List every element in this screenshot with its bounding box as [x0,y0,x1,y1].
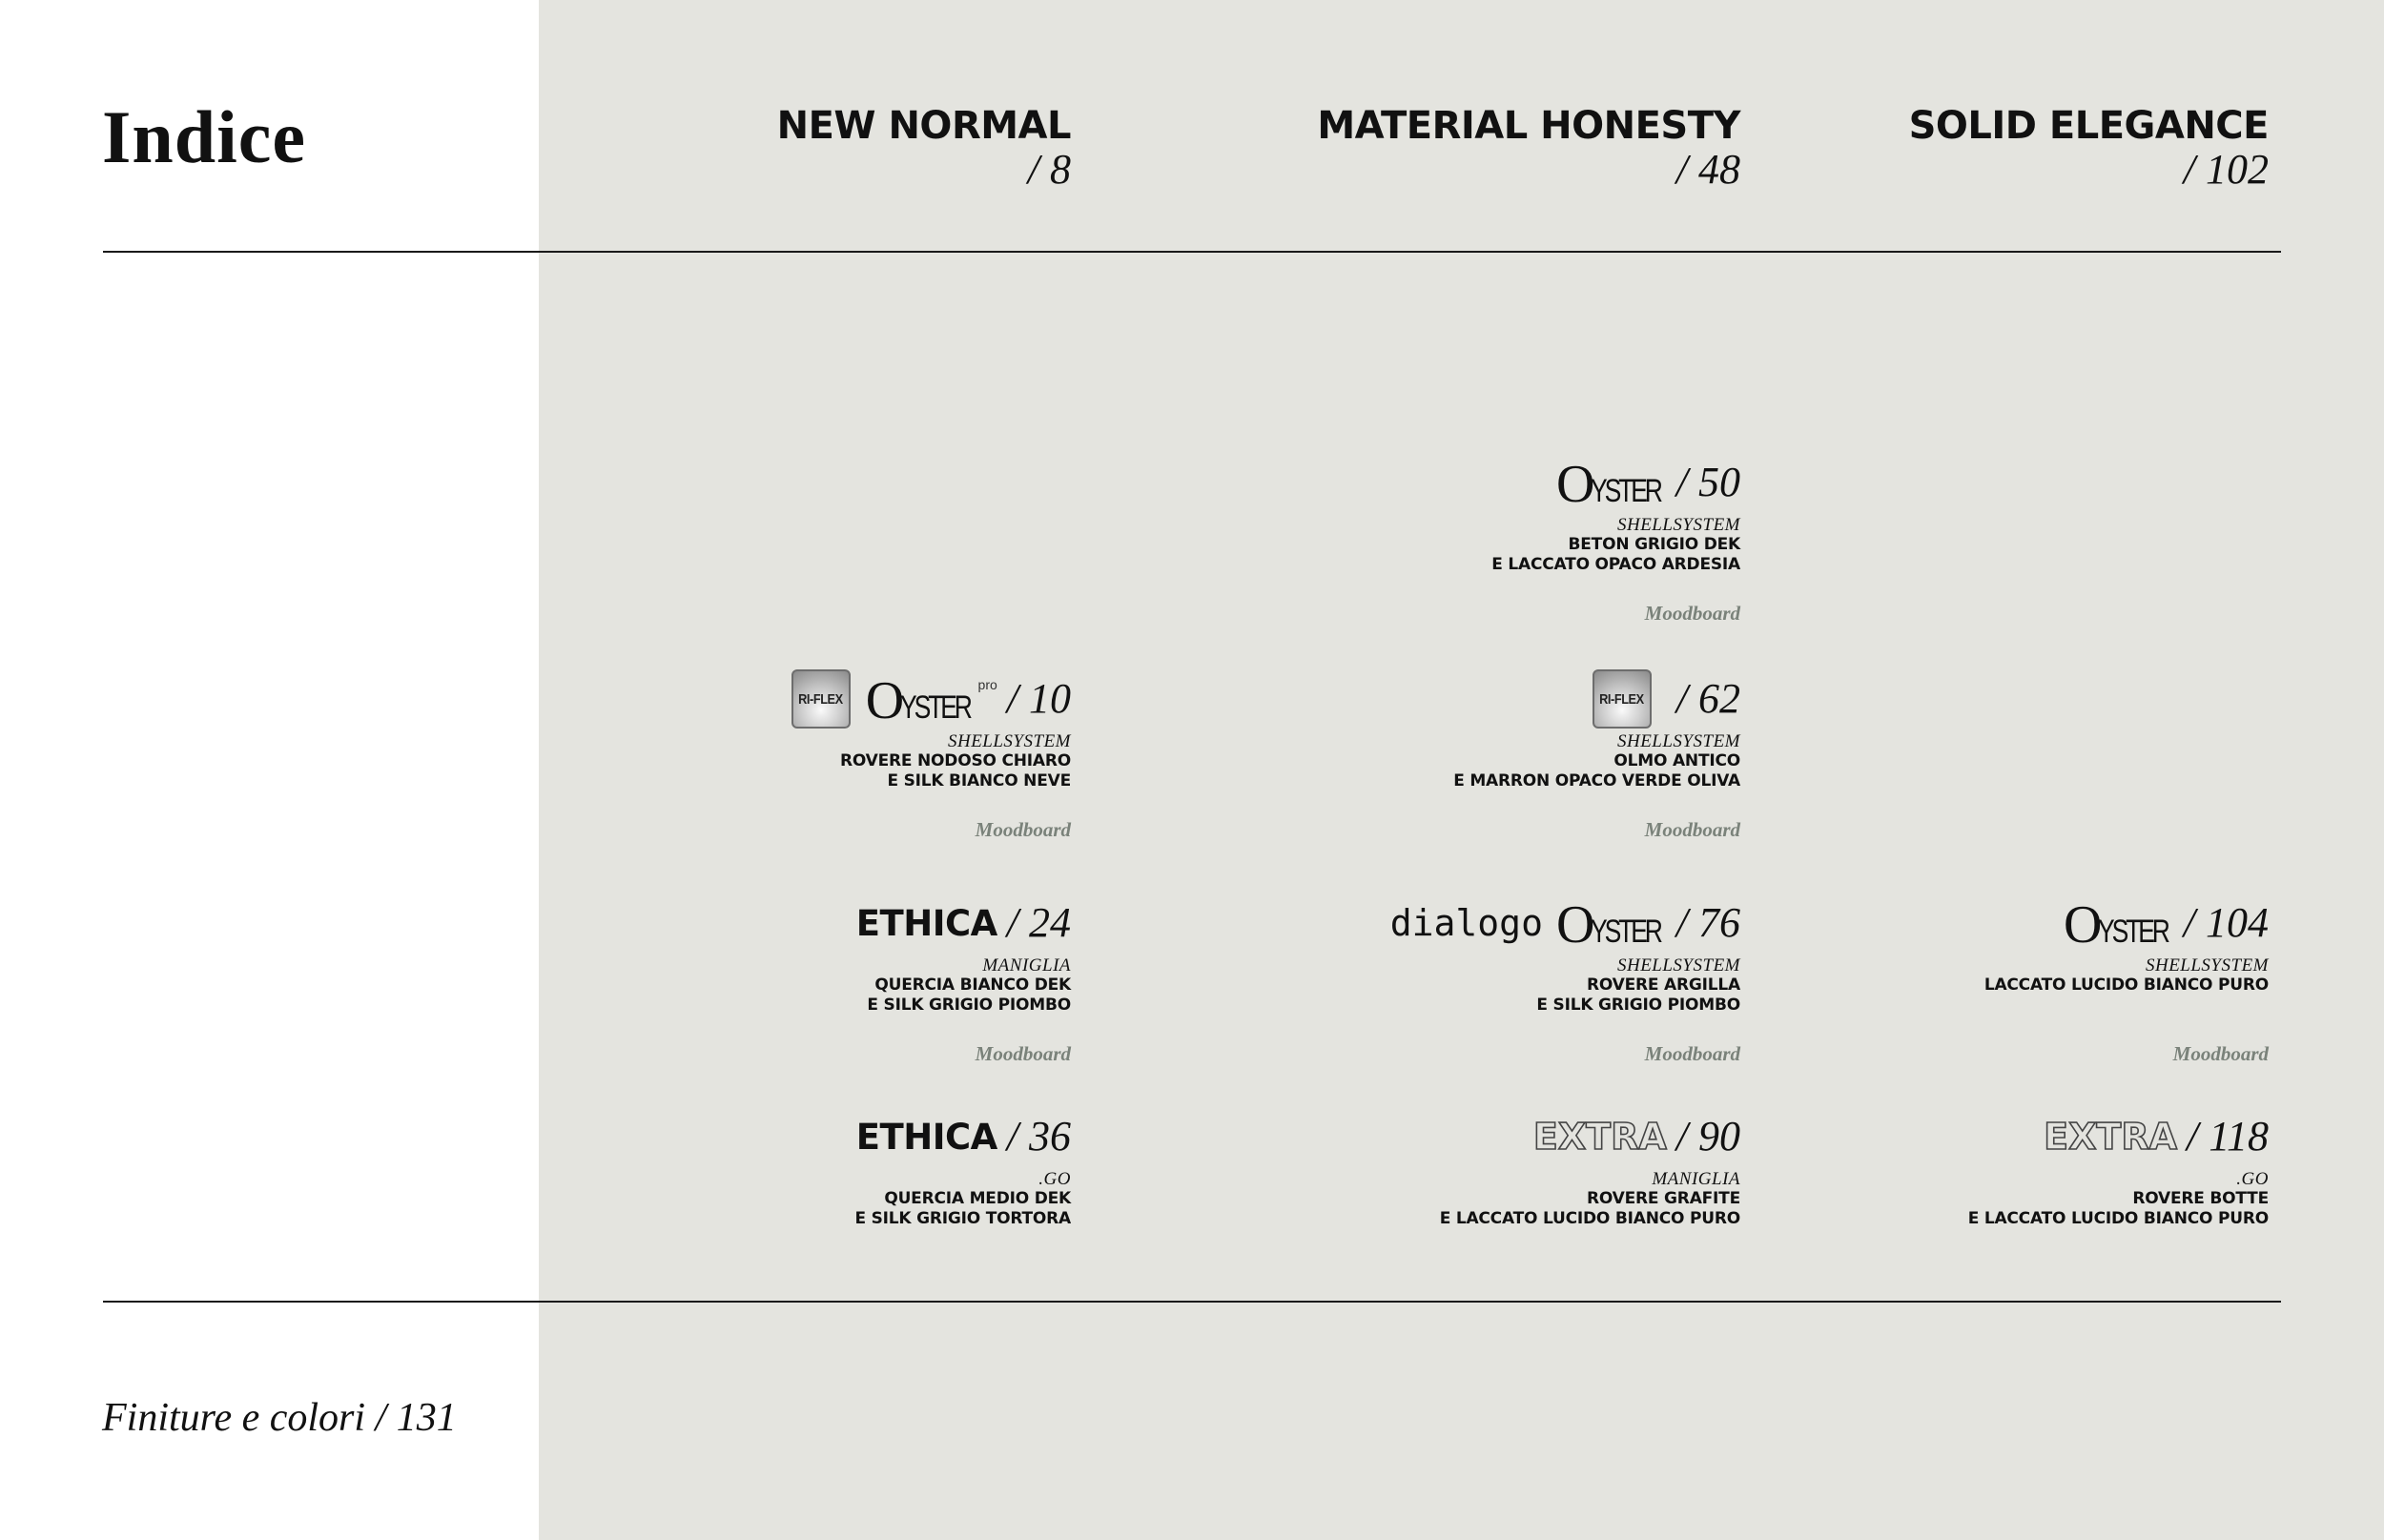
moodboard-link[interactable]: Moodboard [2172,1042,2269,1065]
top-divider [103,251,2281,253]
section-page: / 8 [1027,146,1071,193]
entry-page: / 50 [1675,459,1740,505]
entry-subtitle: MANIGLIA [1652,1169,1740,1189]
oyster-pro-logo: O YSTER pro [865,671,997,730]
entry-finish: LACCATO LUCIDO BIANCO PURO [1983,975,2269,995]
entry-oyster-50[interactable] [1491,456,1740,624]
entry-finish: E SILK BIANCO NEVE [887,771,1071,791]
entry-finish: ROVERE NODOSO CHIARO [839,751,1071,770]
entry-finish: ROVERE GRAFITE [1586,1189,1740,1208]
entry-subtitle: MANIGLIA [982,955,1071,975]
entry-subtitle: .GO [1038,1169,1071,1189]
entry-finish: E LACCATO LUCIDO BIANCO PURO [1439,1209,1740,1228]
entry-oyster-104[interactable] [1984,896,2269,1064]
section-title: MATERIAL HONESTY [1317,104,1740,148]
entry-subtitle: SHELLSYSTEM [1616,731,1740,751]
entry-page: / 10 [1006,675,1071,722]
entry-ethica-24[interactable] [856,896,1071,1064]
finishes-and-colors-link[interactable]: Finiture e colori / 131 [102,1396,457,1440]
entry-finish: QUERCIA MEDIO DEK [884,1189,1071,1208]
entry-subtitle: SHELLSYSTEM [2145,955,2269,975]
entry-page: / 62 [1675,675,1740,722]
section-title: NEW NORMAL [776,104,1071,148]
entry-finish: E SILK GRIGIO PIOMBO [867,996,1071,1015]
entry-extra-90[interactable] [1440,1110,1740,1229]
entry-finish: BETON GRIGIO DEK [1568,535,1740,554]
entry-finish: E LACCATO OPACO ARDESIA [1491,555,1740,574]
entry-page: / 118 [2187,1113,2269,1160]
ethica-logo: ETHICA [855,1116,997,1158]
extra-logo: EXTRA [1532,1116,1667,1158]
moodboard-link[interactable]: Moodboard [1644,818,1740,841]
entry-finish: ROVERE BOTTE [2132,1189,2269,1208]
bottom-divider [103,1301,2281,1303]
section-new-normal[interactable] [776,104,1071,193]
moodboard-link[interactable]: Moodboard [1644,602,1740,625]
entry-page: / 24 [1006,899,1071,946]
oyster-logo: O YSTER [1555,895,1661,955]
entry-subtitle: SHELLSYSTEM [1616,955,1740,975]
section-page: / 48 [1675,146,1740,193]
entry-finish: E SILK GRIGIO TORTORA [854,1209,1071,1228]
entry-page: / 104 [2183,899,2269,946]
entry-page: / 36 [1006,1113,1071,1160]
oyster-logo: O YSTER [1555,455,1661,514]
section-material-honesty[interactable] [1317,104,1740,193]
dialogo-logo: dialogo [1389,902,1543,944]
entry-subtitle: SHELLSYSTEM [947,731,1071,751]
extra-logo: EXTRA [2044,1116,2178,1158]
entry-finish: QUERCIA BIANCO DEK [874,975,1071,995]
entry-extra-118[interactable] [1968,1110,2269,1229]
entry-page: / 90 [1675,1113,1740,1160]
moodboard-link[interactable]: Moodboard [975,818,1071,841]
ethica-logo: ETHICA [855,902,997,944]
entry-finish: E SILK GRIGIO PIOMBO [1536,996,1740,1015]
page-title: Indice [102,95,307,178]
section-solid-elegance[interactable] [1908,104,2269,193]
entry-subtitle: SHELLSYSTEM [1616,515,1740,535]
moodboard-link[interactable]: Moodboard [975,1042,1071,1065]
entry-finish: E LACCATO LUCIDO BIANCO PURO [1967,1209,2269,1228]
riflex-badge-icon: RI-FLEX [1593,669,1652,729]
entry-finish: E MARRON OPACO VERDE OLIVA [1453,771,1740,791]
entry-ethica-36[interactable] [854,1110,1071,1229]
moodboard-link[interactable]: Moodboard [1644,1042,1740,1065]
section-title: SOLID ELEGANCE [1908,104,2269,148]
entry-finish: OLMO ANTICO [1613,751,1740,770]
riflex-badge-icon: RI-FLEX [791,669,851,729]
section-page: / 102 [2183,146,2269,193]
entry-subtitle: .GO [2236,1169,2269,1189]
entry-finish: ROVERE ARGILLA [1586,975,1740,995]
entry-oyster-pro-10[interactable] [791,672,1071,840]
entry-dialogo-oyster-76[interactable] [1390,896,1740,1064]
entry-page: / 76 [1675,899,1740,946]
entry-riflex-62[interactable] [1453,672,1740,840]
oyster-logo: O YSTER [2063,895,2168,955]
